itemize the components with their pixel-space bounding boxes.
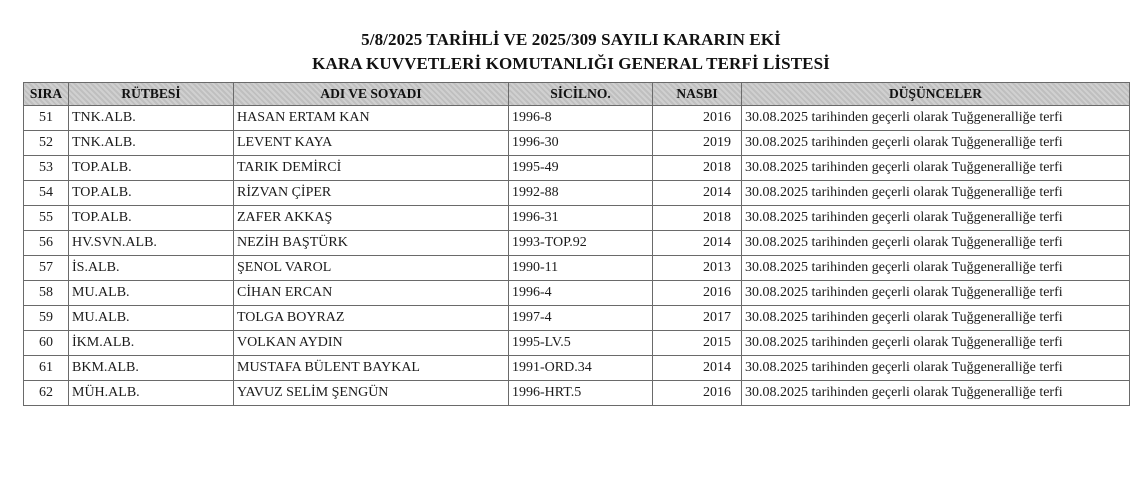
rutbe-cell: TOP.ALB.: [69, 206, 234, 231]
rutbe-cell: TOP.ALB.: [69, 181, 234, 206]
sicil-no-cell: 1996-8: [509, 106, 653, 131]
table-row: [24, 231, 1130, 256]
rutbe-cell: TOP.ALB.: [69, 156, 234, 181]
header-dusunceler: DÜŞÜNCELER: [742, 83, 1130, 106]
header-rutbe: RÜTBESİ: [69, 83, 234, 106]
sicil-no-cell: 1995-49: [509, 156, 653, 181]
sira-cell: 53: [24, 156, 69, 181]
nasbi-cell: 2018: [653, 206, 742, 231]
rutbe-cell: MÜH.ALB.: [69, 381, 234, 406]
dusunceler-cell: 30.08.2025 tarihinden geçerli olarak Tuğgeneralliğe terfi: [742, 181, 1130, 206]
rutbe-cell: İKM.ALB.: [69, 331, 234, 356]
table-row: [24, 256, 1130, 281]
name-cell: YAVUZ SELİM ŞENGÜN: [234, 381, 509, 406]
sicil-no-cell: 1996-HRT.5: [509, 381, 653, 406]
rutbe-cell: MU.ALB.: [69, 281, 234, 306]
nasbi-cell: 2016: [653, 281, 742, 306]
rutbe-cell: İS.ALB.: [69, 256, 234, 281]
nasbi-cell: 2013: [653, 256, 742, 281]
sicil-no-cell: 1995-LV.5: [509, 331, 653, 356]
nasbi-cell: 2018: [653, 156, 742, 181]
header-sira: SIRA: [24, 83, 69, 106]
name-cell: ŞENOL VAROL: [234, 256, 509, 281]
sira-cell: 51: [24, 106, 69, 131]
dusunceler-cell: 30.08.2025 tarihinden geçerli olarak Tuğgeneralliğe terfi: [742, 256, 1130, 281]
nasbi-cell: 2019: [653, 131, 742, 156]
sicil-no-cell: 1990-11: [509, 256, 653, 281]
table-row: [24, 106, 1130, 131]
table-row: [24, 381, 1130, 406]
name-cell: LEVENT KAYA: [234, 131, 509, 156]
sicil-no-cell: 1991-ORD.34: [509, 356, 653, 381]
name-cell: TOLGA BOYRAZ: [234, 306, 509, 331]
sicil-no-cell: 1996-31: [509, 206, 653, 231]
sira-cell: 58: [24, 281, 69, 306]
table-row: [24, 131, 1130, 156]
name-cell: NEZİH BAŞTÜRK: [234, 231, 509, 256]
sira-cell: 55: [24, 206, 69, 231]
table-row: [24, 281, 1130, 306]
sira-cell: 62: [24, 381, 69, 406]
sira-cell: 57: [24, 256, 69, 281]
sira-cell: 52: [24, 131, 69, 156]
sicil-no-cell: 1996-30: [509, 131, 653, 156]
nasbi-cell: 2014: [653, 181, 742, 206]
dusunceler-cell: 30.08.2025 tarihinden geçerli olarak Tuğgeneralliğe terfi: [742, 231, 1130, 256]
sicil-no-cell: 1996-4: [509, 281, 653, 306]
dusunceler-cell: 30.08.2025 tarihinden geçerli olarak Tuğgeneralliğe terfi: [742, 356, 1130, 381]
nasbi-cell: 2016: [653, 106, 742, 131]
table-row: [24, 206, 1130, 231]
name-cell: VOLKAN AYDIN: [234, 331, 509, 356]
dusunceler-cell: 30.08.2025 tarihinden geçerli olarak Tuğgeneralliğe terfi: [742, 331, 1130, 356]
document-subtitle: KARA KUVVETLERİ KOMUTANLIĞI GENERAL TERFİ LİSTESİ: [312, 54, 830, 73]
rutbe-cell: HV.SVN.ALB.: [69, 231, 234, 256]
table-row: [24, 356, 1130, 381]
nasbi-cell: 2017: [653, 306, 742, 331]
dusunceler-cell: 30.08.2025 tarihinden geçerli olarak Tuğgeneralliğe terfi: [742, 306, 1130, 331]
sicil-no-cell: 1992-88: [509, 181, 653, 206]
name-cell: RİZVAN ÇİPER: [234, 181, 509, 206]
nasbi-cell: 2015: [653, 331, 742, 356]
sicil-no-cell: 1993-TOP.92: [509, 231, 653, 256]
nasbi-cell: 2014: [653, 231, 742, 256]
rutbe-cell: BKM.ALB.: [69, 356, 234, 381]
dusunceler-cell: 30.08.2025 tarihinden geçerli olarak Tuğgeneralliğe terfi: [742, 156, 1130, 181]
rutbe-cell: TNK.ALB.: [69, 131, 234, 156]
table-row: [24, 306, 1130, 331]
rutbe-cell: MU.ALB.: [69, 306, 234, 331]
name-cell: CİHAN ERCAN: [234, 281, 509, 306]
sira-cell: 54: [24, 181, 69, 206]
header-sicil-no: SİCİLNO.: [509, 83, 653, 106]
sira-cell: 59: [24, 306, 69, 331]
dusunceler-cell: 30.08.2025 tarihinden geçerli olarak Tuğgeneralliğe terfi: [742, 131, 1130, 156]
dusunceler-cell: 30.08.2025 tarihinden geçerli olarak Tuğgeneralliğe terfi: [742, 206, 1130, 231]
nasbi-cell: 2016: [653, 381, 742, 406]
promotion-table: [23, 82, 1130, 406]
dusunceler-cell: 30.08.2025 tarihinden geçerli olarak Tuğgeneralliğe terfi: [742, 381, 1130, 406]
name-cell: ZAFER AKKAŞ: [234, 206, 509, 231]
sira-cell: 56: [24, 231, 69, 256]
name-cell: HASAN ERTAM KAN: [234, 106, 509, 131]
name-cell: MUSTAFA BÜLENT BAYKAL: [234, 356, 509, 381]
dusunceler-cell: 30.08.2025 tarihinden geçerli olarak Tuğgeneralliğe terfi: [742, 281, 1130, 306]
header-row: [24, 83, 1130, 106]
document-title: 5/8/2025 TARİHLİ VE 2025/309 SAYILI KARARIN EKİ: [361, 30, 781, 49]
header-nasbi: NASBI: [653, 83, 742, 106]
header-ad-soyad: ADI VE SOYADI: [234, 83, 509, 106]
sira-cell: 61: [24, 356, 69, 381]
rutbe-cell: TNK.ALB.: [69, 106, 234, 131]
sira-cell: 60: [24, 331, 69, 356]
table-row: [24, 156, 1130, 181]
nasbi-cell: 2014: [653, 356, 742, 381]
name-cell: TARIK DEMİRCİ: [234, 156, 509, 181]
sicil-no-cell: 1997-4: [509, 306, 653, 331]
table-row: [24, 181, 1130, 206]
dusunceler-cell: 30.08.2025 tarihinden geçerli olarak Tuğgeneralliğe terfi: [742, 106, 1130, 131]
table-row: [24, 331, 1130, 356]
